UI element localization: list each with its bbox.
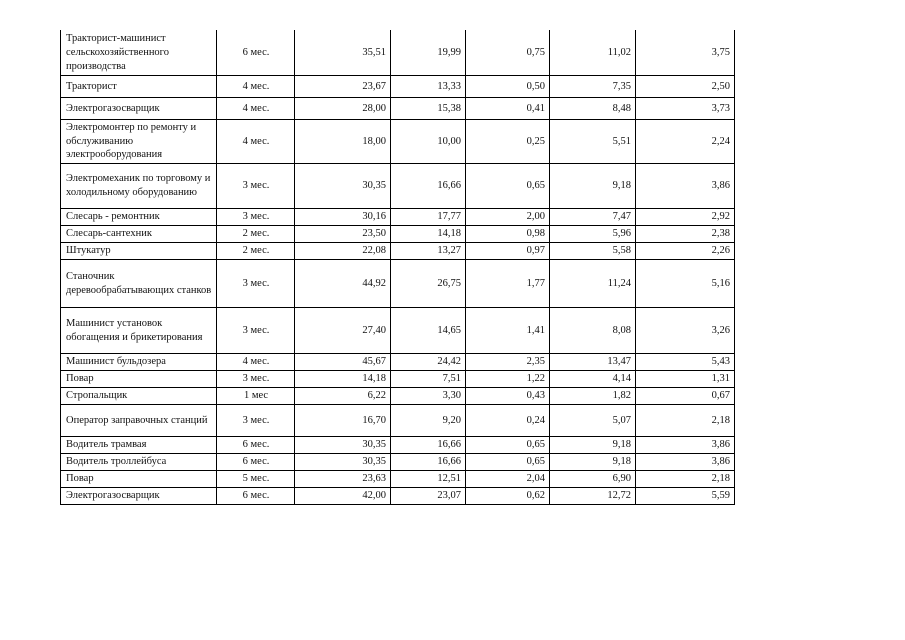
value-cell-3: 0,98 <box>466 225 550 242</box>
value-cell-2: 26,75 <box>391 259 466 307</box>
profession-name-cell: Станочник деревообрабатывающих станков <box>61 259 217 307</box>
table-row <box>61 30 735 75</box>
value-cell-5: 5,16 <box>636 259 735 307</box>
value-cell-4: 5,58 <box>550 242 636 259</box>
profession-name-cell: Повар <box>61 370 217 387</box>
value-cell-3: 0,75 <box>466 30 550 75</box>
value-cell-5: 2,92 <box>636 208 735 225</box>
value-cell-3: 0,97 <box>466 242 550 259</box>
value-cell-4: 8,08 <box>550 307 636 353</box>
profession-name-cell: Штукатур <box>61 242 217 259</box>
value-cell-1: 42,00 <box>295 487 391 504</box>
training-duration-cell: 4 мес. <box>217 75 295 97</box>
value-cell-5: 3,86 <box>636 436 735 453</box>
profession-cost-table <box>60 30 735 505</box>
table-row <box>61 436 735 453</box>
value-cell-2: 14,18 <box>391 225 466 242</box>
value-cell-2: 24,42 <box>391 353 466 370</box>
value-cell-2: 16,66 <box>391 436 466 453</box>
value-cell-2: 7,51 <box>391 370 466 387</box>
table-row <box>61 259 735 307</box>
training-duration-cell: 3 мес. <box>217 163 295 208</box>
value-cell-1: 23,50 <box>295 225 391 242</box>
profession-name-cell: Машинист бульдозера <box>61 353 217 370</box>
training-duration-cell: 3 мес. <box>217 307 295 353</box>
value-cell-4: 5,51 <box>550 119 636 163</box>
value-cell-2: 15,38 <box>391 97 466 119</box>
training-duration-cell: 1 мес <box>217 387 295 404</box>
profession-name-cell: Машинист установок обогащения и брикетирования <box>61 307 217 353</box>
training-duration-cell: 4 мес. <box>217 119 295 163</box>
training-duration-cell: 4 мес. <box>217 353 295 370</box>
value-cell-3: 0,25 <box>466 119 550 163</box>
value-cell-5: 3,26 <box>636 307 735 353</box>
value-cell-4: 12,72 <box>550 487 636 504</box>
value-cell-4: 9,18 <box>550 453 636 470</box>
value-cell-2: 14,65 <box>391 307 466 353</box>
value-cell-3: 0,43 <box>466 387 550 404</box>
profession-name-cell: Электромеханик по торговому и холодильному оборудованию <box>61 163 217 208</box>
table-row <box>61 353 735 370</box>
profession-name-cell: Электрогазосварщик <box>61 97 217 119</box>
value-cell-5: 5,59 <box>636 487 735 504</box>
value-cell-5: 0,67 <box>636 387 735 404</box>
profession-name-cell: Тракторист <box>61 75 217 97</box>
value-cell-3: 0,24 <box>466 404 550 436</box>
training-duration-cell: 2 мес. <box>217 242 295 259</box>
table-row <box>61 404 735 436</box>
value-cell-3: 0,50 <box>466 75 550 97</box>
table-row <box>61 97 735 119</box>
profession-name-cell: Оператор заправочных станций <box>61 404 217 436</box>
value-cell-5: 3,73 <box>636 97 735 119</box>
table-row <box>61 470 735 487</box>
value-cell-2: 17,77 <box>391 208 466 225</box>
value-cell-1: 30,35 <box>295 453 391 470</box>
value-cell-2: 16,66 <box>391 453 466 470</box>
table-row <box>61 370 735 387</box>
value-cell-4: 7,35 <box>550 75 636 97</box>
training-duration-cell: 2 мес. <box>217 225 295 242</box>
value-cell-4: 9,18 <box>550 163 636 208</box>
table-row <box>61 453 735 470</box>
table-row <box>61 225 735 242</box>
table-row <box>61 163 735 208</box>
value-cell-4: 11,24 <box>550 259 636 307</box>
value-cell-1: 28,00 <box>295 97 391 119</box>
value-cell-5: 2,24 <box>636 119 735 163</box>
value-cell-5: 2,38 <box>636 225 735 242</box>
value-cell-1: 30,35 <box>295 163 391 208</box>
value-cell-5: 5,43 <box>636 353 735 370</box>
value-cell-5: 2,18 <box>636 470 735 487</box>
table-row <box>61 119 735 163</box>
value-cell-4: 4,14 <box>550 370 636 387</box>
training-duration-cell: 6 мес. <box>217 453 295 470</box>
value-cell-3: 0,65 <box>466 453 550 470</box>
profession-name-cell: Повар <box>61 470 217 487</box>
value-cell-1: 45,67 <box>295 353 391 370</box>
value-cell-3: 1,22 <box>466 370 550 387</box>
value-cell-3: 2,00 <box>466 208 550 225</box>
profession-name-cell: Электромонтер по ремонту и обслуживанию электрооборудования <box>61 119 217 163</box>
training-duration-cell: 3 мес. <box>217 404 295 436</box>
table-row <box>61 208 735 225</box>
value-cell-1: 16,70 <box>295 404 391 436</box>
value-cell-1: 27,40 <box>295 307 391 353</box>
value-cell-3: 0,62 <box>466 487 550 504</box>
profession-name-cell: Водитель трамвая <box>61 436 217 453</box>
value-cell-5: 2,26 <box>636 242 735 259</box>
table-row <box>61 487 735 504</box>
value-cell-3: 2,04 <box>466 470 550 487</box>
value-cell-1: 23,67 <box>295 75 391 97</box>
value-cell-1: 30,16 <box>295 208 391 225</box>
training-duration-cell: 3 мес. <box>217 259 295 307</box>
value-cell-3: 0,65 <box>466 436 550 453</box>
value-cell-2: 13,33 <box>391 75 466 97</box>
profession-name-cell: Тракторист-машинист сельскохозяйственного производства <box>61 30 217 75</box>
value-cell-2: 16,66 <box>391 163 466 208</box>
value-cell-4: 13,47 <box>550 353 636 370</box>
value-cell-5: 2,50 <box>636 75 735 97</box>
value-cell-4: 8,48 <box>550 97 636 119</box>
value-cell-2: 23,07 <box>391 487 466 504</box>
training-duration-cell: 6 мес. <box>217 487 295 504</box>
value-cell-3: 2,35 <box>466 353 550 370</box>
value-cell-3: 0,65 <box>466 163 550 208</box>
value-cell-4: 6,90 <box>550 470 636 487</box>
profession-name-cell: Электрогазосварщик <box>61 487 217 504</box>
value-cell-1: 30,35 <box>295 436 391 453</box>
training-duration-cell: 6 мес. <box>217 30 295 75</box>
training-duration-cell: 4 мес. <box>217 97 295 119</box>
value-cell-5: 1,31 <box>636 370 735 387</box>
value-cell-4: 1,82 <box>550 387 636 404</box>
value-cell-3: 1,77 <box>466 259 550 307</box>
table-row <box>61 387 735 404</box>
value-cell-2: 19,99 <box>391 30 466 75</box>
value-cell-1: 6,22 <box>295 387 391 404</box>
value-cell-5: 3,86 <box>636 163 735 208</box>
value-cell-4: 11,02 <box>550 30 636 75</box>
training-duration-cell: 6 мес. <box>217 436 295 453</box>
table-row <box>61 75 735 97</box>
value-cell-2: 12,51 <box>391 470 466 487</box>
training-duration-cell: 3 мес. <box>217 208 295 225</box>
table-row <box>61 242 735 259</box>
value-cell-4: 5,96 <box>550 225 636 242</box>
value-cell-1: 44,92 <box>295 259 391 307</box>
value-cell-3: 1,41 <box>466 307 550 353</box>
value-cell-4: 5,07 <box>550 404 636 436</box>
value-cell-5: 3,86 <box>636 453 735 470</box>
value-cell-5: 2,18 <box>636 404 735 436</box>
profession-name-cell: Водитель троллейбуса <box>61 453 217 470</box>
table-row <box>61 307 735 353</box>
value-cell-2: 3,30 <box>391 387 466 404</box>
training-duration-cell: 3 мес. <box>217 370 295 387</box>
value-cell-1: 14,18 <box>295 370 391 387</box>
profession-name-cell: Стропальщик <box>61 387 217 404</box>
value-cell-2: 10,00 <box>391 119 466 163</box>
value-cell-2: 13,27 <box>391 242 466 259</box>
table-body <box>61 30 735 504</box>
value-cell-1: 23,63 <box>295 470 391 487</box>
value-cell-5: 3,75 <box>636 30 735 75</box>
value-cell-1: 35,51 <box>295 30 391 75</box>
value-cell-1: 18,00 <box>295 119 391 163</box>
value-cell-1: 22,08 <box>295 242 391 259</box>
value-cell-4: 9,18 <box>550 436 636 453</box>
training-duration-cell: 5 мес. <box>217 470 295 487</box>
profession-name-cell: Слесарь-сантехник <box>61 225 217 242</box>
value-cell-3: 0,41 <box>466 97 550 119</box>
profession-name-cell: Слесарь - ремонтник <box>61 208 217 225</box>
value-cell-2: 9,20 <box>391 404 466 436</box>
value-cell-4: 7,47 <box>550 208 636 225</box>
